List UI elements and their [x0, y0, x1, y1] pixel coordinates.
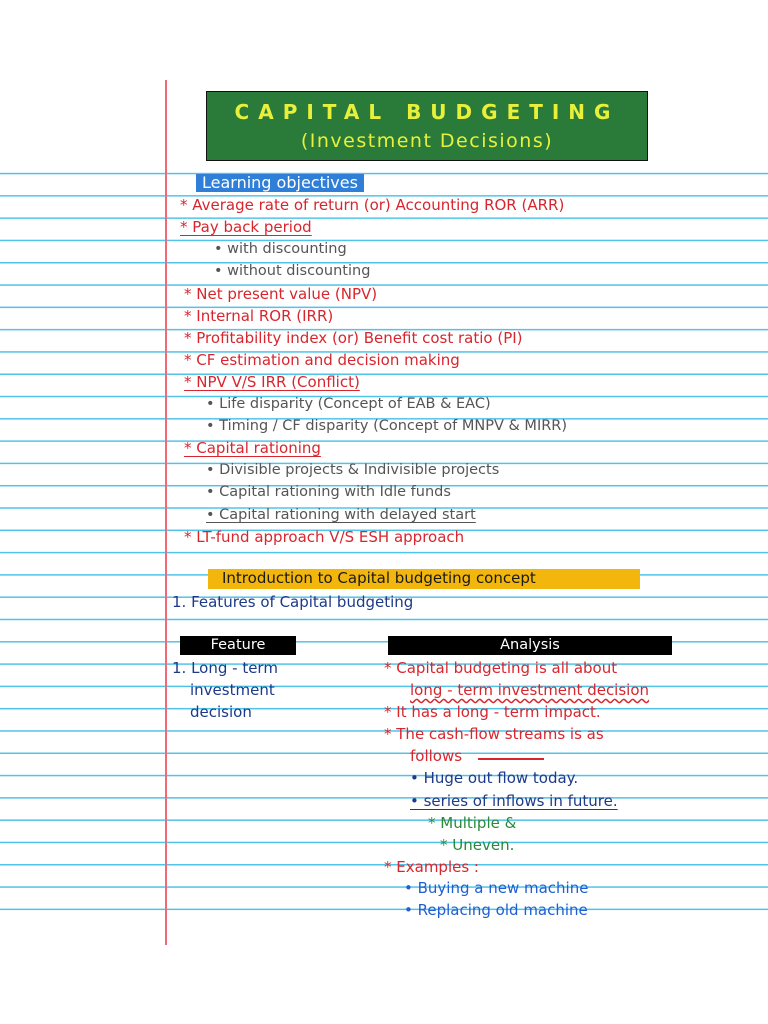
page-subtitle: (Investment Decisions) — [300, 130, 554, 152]
feature-cell: investment — [190, 681, 275, 699]
analysis-cell: follows — [410, 747, 463, 765]
analysis-cell: • Buying a new machine — [404, 879, 589, 897]
objective-subitem: • Capital rationing with delayed start — [206, 507, 476, 523]
page-title: CAPITAL BUDGETING — [234, 100, 620, 124]
analysis-column-header: Analysis — [388, 636, 672, 655]
follows-dash — [478, 758, 544, 760]
analysis-cell: • Replacing old machine — [404, 901, 588, 919]
page-bottom-margin — [0, 924, 768, 1024]
margin-rule — [165, 80, 167, 945]
objective-item: * LT-fund approach V/S ESH approach — [184, 528, 465, 546]
analysis-cell: * Uneven. — [440, 836, 515, 854]
intro-heading: Introduction to Capital budgeting concept — [208, 569, 640, 589]
analysis-cell: * The cash-flow streams is as — [384, 725, 604, 743]
objective-subitem: • without discounting — [214, 263, 371, 279]
objectives-heading: Learning objectives — [196, 174, 364, 192]
objective-subitem: • Life disparity (Concept of EAB & EAC) — [206, 396, 491, 412]
objective-subitem: • with discounting — [214, 241, 347, 257]
objective-item: * Profitability index (or) Benefit cost ratio (PI) — [184, 329, 523, 347]
objective-item: * Internal ROR (IRR) — [184, 307, 334, 325]
title-box — [206, 91, 648, 161]
analysis-cell: * It has a long - term impact. — [384, 703, 601, 721]
objective-item: * Capital rationing — [184, 439, 321, 457]
feature-cell: 1. Long - term — [172, 659, 278, 677]
analysis-cell: long - term investment decision — [410, 681, 650, 699]
objective-subitem: • Divisible projects & Indivisible projects — [206, 462, 500, 478]
objective-item: * Pay back period — [180, 218, 312, 236]
objective-item: * Average rate of return (or) Accounting ROR (ARR) — [180, 196, 565, 214]
objective-item: * CF estimation and decision making — [184, 351, 460, 369]
objective-subitem: • Timing / CF disparity (Concept of MNPV & MIRR) — [206, 418, 568, 434]
analysis-cell: • series of inflows in future. — [410, 792, 618, 810]
analysis-cell: • Huge out flow today. — [410, 769, 579, 787]
objective-item: * Net present value (NPV) — [184, 285, 378, 303]
analysis-cell: * Capital budgeting is all about — [384, 659, 618, 677]
intro-subheading: 1. Features of Capital budgeting — [172, 593, 414, 611]
feature-cell: decision — [190, 703, 252, 721]
analysis-cell: * Multiple & — [428, 814, 517, 832]
objective-item: * NPV V/S IRR (Conflict) — [184, 373, 360, 391]
analysis-cell: * Examples : — [384, 858, 479, 876]
objective-subitem: • Capital rationing with Idle funds — [206, 484, 451, 500]
feature-column-header: Feature — [180, 636, 296, 655]
